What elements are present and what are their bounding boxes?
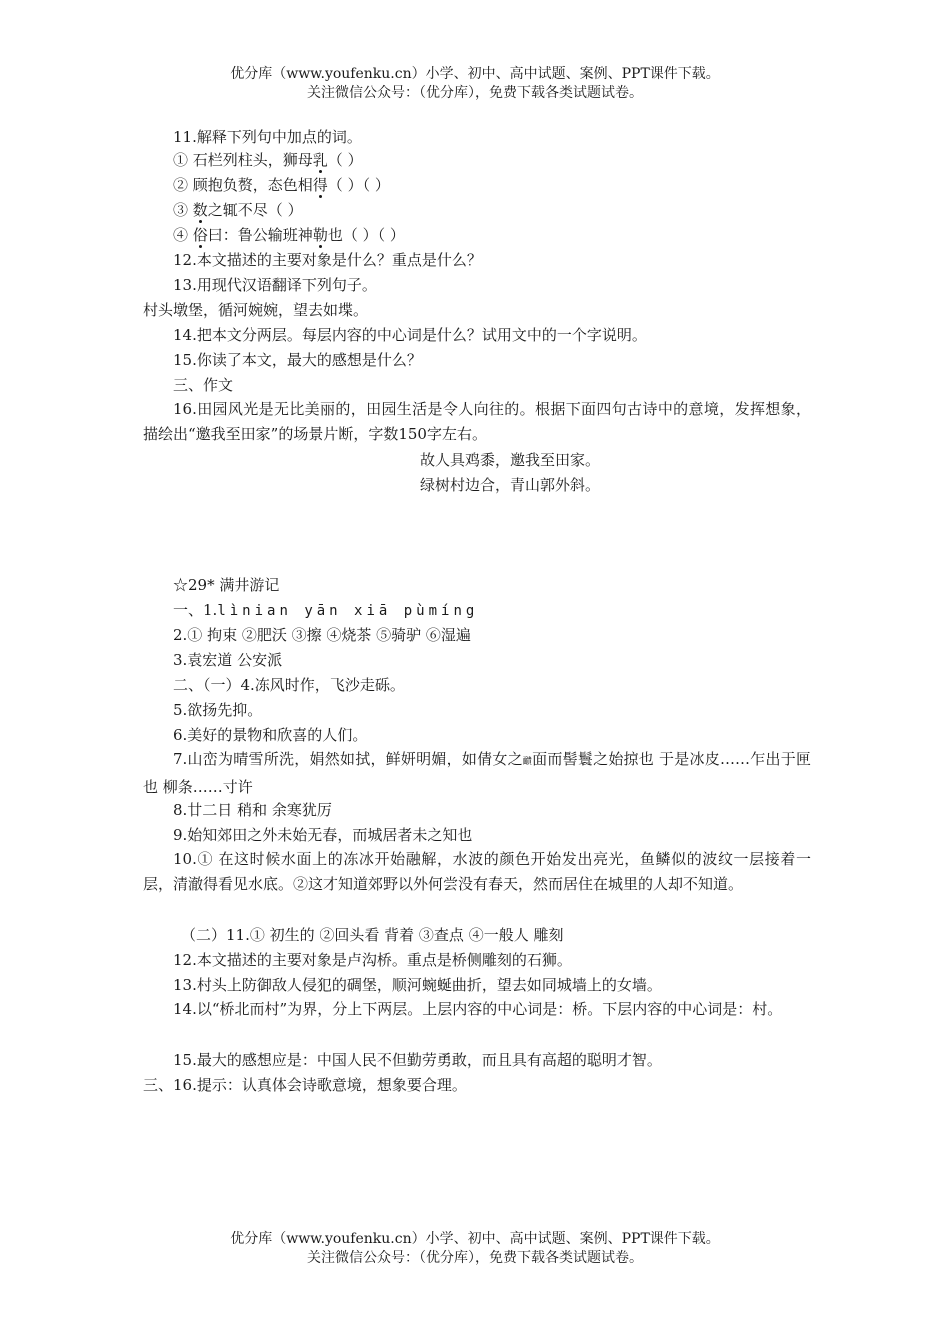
- answer-2: 2.① 拘束 ②肥沃 ③擦 ④烧茶 ⑤骑驴 ⑥湿遍: [173, 626, 471, 644]
- poem-line-1: 故人具鸡黍，邀我至田家。: [419, 451, 600, 469]
- answer-7: 7.山峦为晴雪所洗，娟然如拭，鲜妍明媚，如倩女之靧面而髻鬟之始掠也 于是冰皮……乍出于匣也 柳条……寸许: [143, 750, 811, 796]
- footer-line-2: 关注微信公众号：（优分库），免费下载各类试题试卷。: [307, 1250, 643, 1266]
- footer-line-1: 优分库（www.youfenku.cn）小学、初中、高中试题、案例、PPT课件下载。: [230, 1231, 720, 1247]
- section-composition-heading: 三、作文: [173, 376, 234, 394]
- answers-title: ☆29* 满井游记: [173, 576, 280, 594]
- page-footer: [0, 1230, 950, 1268]
- question-11-item-3: ③ 数之辄不尽（ ）: [173, 201, 303, 219]
- answer-6: 6.美好的景物和欣喜的人们。: [173, 726, 368, 744]
- answer-8: 8.廿二日 稍和 余寒犹厉: [173, 801, 332, 819]
- poem-line-2: 绿树村边合，青山郭外斜。: [419, 476, 600, 494]
- question-11-item-4: ④ 俗曰：鲁公输班神勒也（ ）（ ）: [173, 226, 405, 244]
- question-11-title: 11.解释下列句中加点的词。: [173, 128, 362, 146]
- question-11-item-1: ① 石栏列柱头，狮母乳（ ）: [173, 151, 363, 169]
- answer-16: 三、16.提示：认真体会诗歌意境，想象要合理。: [143, 1076, 467, 1094]
- answer-11: （二）11.① 初生的 ②回头看 背着 ③查点 ④一般人 雕刻: [181, 926, 564, 944]
- question-13-sentence: 村头墩堡，循河婉婉，望去如堞。: [143, 301, 369, 319]
- question-16: 16.田园风光是无比美丽的，田园生活是令人向往的。根据下面四句古诗中的意境，发挥想象，描绘出“邀我至田家”的场景片断，字数150字左右。: [143, 400, 811, 443]
- answer-15: 15.最大的感想应是：中国人民不但勤劳勇敢，而且具有高超的聪明才智。: [173, 1051, 662, 1069]
- question-12: 12.本文描述的主要对象是什么？重点是什么？: [173, 251, 482, 269]
- header-line-2: 关注微信公众号：（优分库），免费下载各类试题试卷。: [307, 85, 643, 101]
- answer-14: 14.以“桥北而村”为界，分上下两层。上层内容的中心词是：桥。下层内容的中心词是：村。: [173, 1000, 783, 1018]
- header-line-1: 优分库（www.youfenku.cn）小学、初中、高中试题、案例、PPT课件下载。: [230, 66, 720, 82]
- question-15: 15.你读了本文，最大的感想是什么？: [173, 351, 422, 369]
- answer-4: 二、（一）4.冻风时作，飞沙走砾。: [173, 676, 405, 694]
- answer-13: 13.村头上防御敌人侵犯的碉堡，顺河蜿蜒曲折，望去如同城墙上的女墙。: [173, 976, 662, 994]
- question-13: 13.用现代汉语翻译下列句子。: [173, 276, 377, 294]
- answer-9: 9.始知郊田之外未始无春，而城居者未之知也: [173, 826, 473, 844]
- answer-1: 一、1.lìnian yān xiā pùmíng: [173, 601, 479, 619]
- question-11-item-2: ② 顾抱负赘，态色相得（ ）（ ）: [173, 176, 390, 194]
- answer-10: 10.① 在这时候水面上的冻冰开始融解，水波的颜色开始发出亮光，鱼鳞似的波纹一层接着一层，清澈得看见水底。②这才知道郊野以外何尝没有春天，然而居住在城里的人却不知道。: [143, 850, 811, 893]
- answer-12: 12.本文描述的主要对象是卢沟桥。重点是桥侧雕刻的石狮。: [173, 951, 572, 969]
- page-header: [0, 65, 950, 103]
- answer-3: 3.袁宏道 公安派: [173, 651, 283, 669]
- answer-5: 5.欲扬先抑。: [173, 701, 263, 719]
- question-14: 14.把本文分两层。每层内容的中心词是什么？试用文中的一个字说明。: [173, 326, 647, 344]
